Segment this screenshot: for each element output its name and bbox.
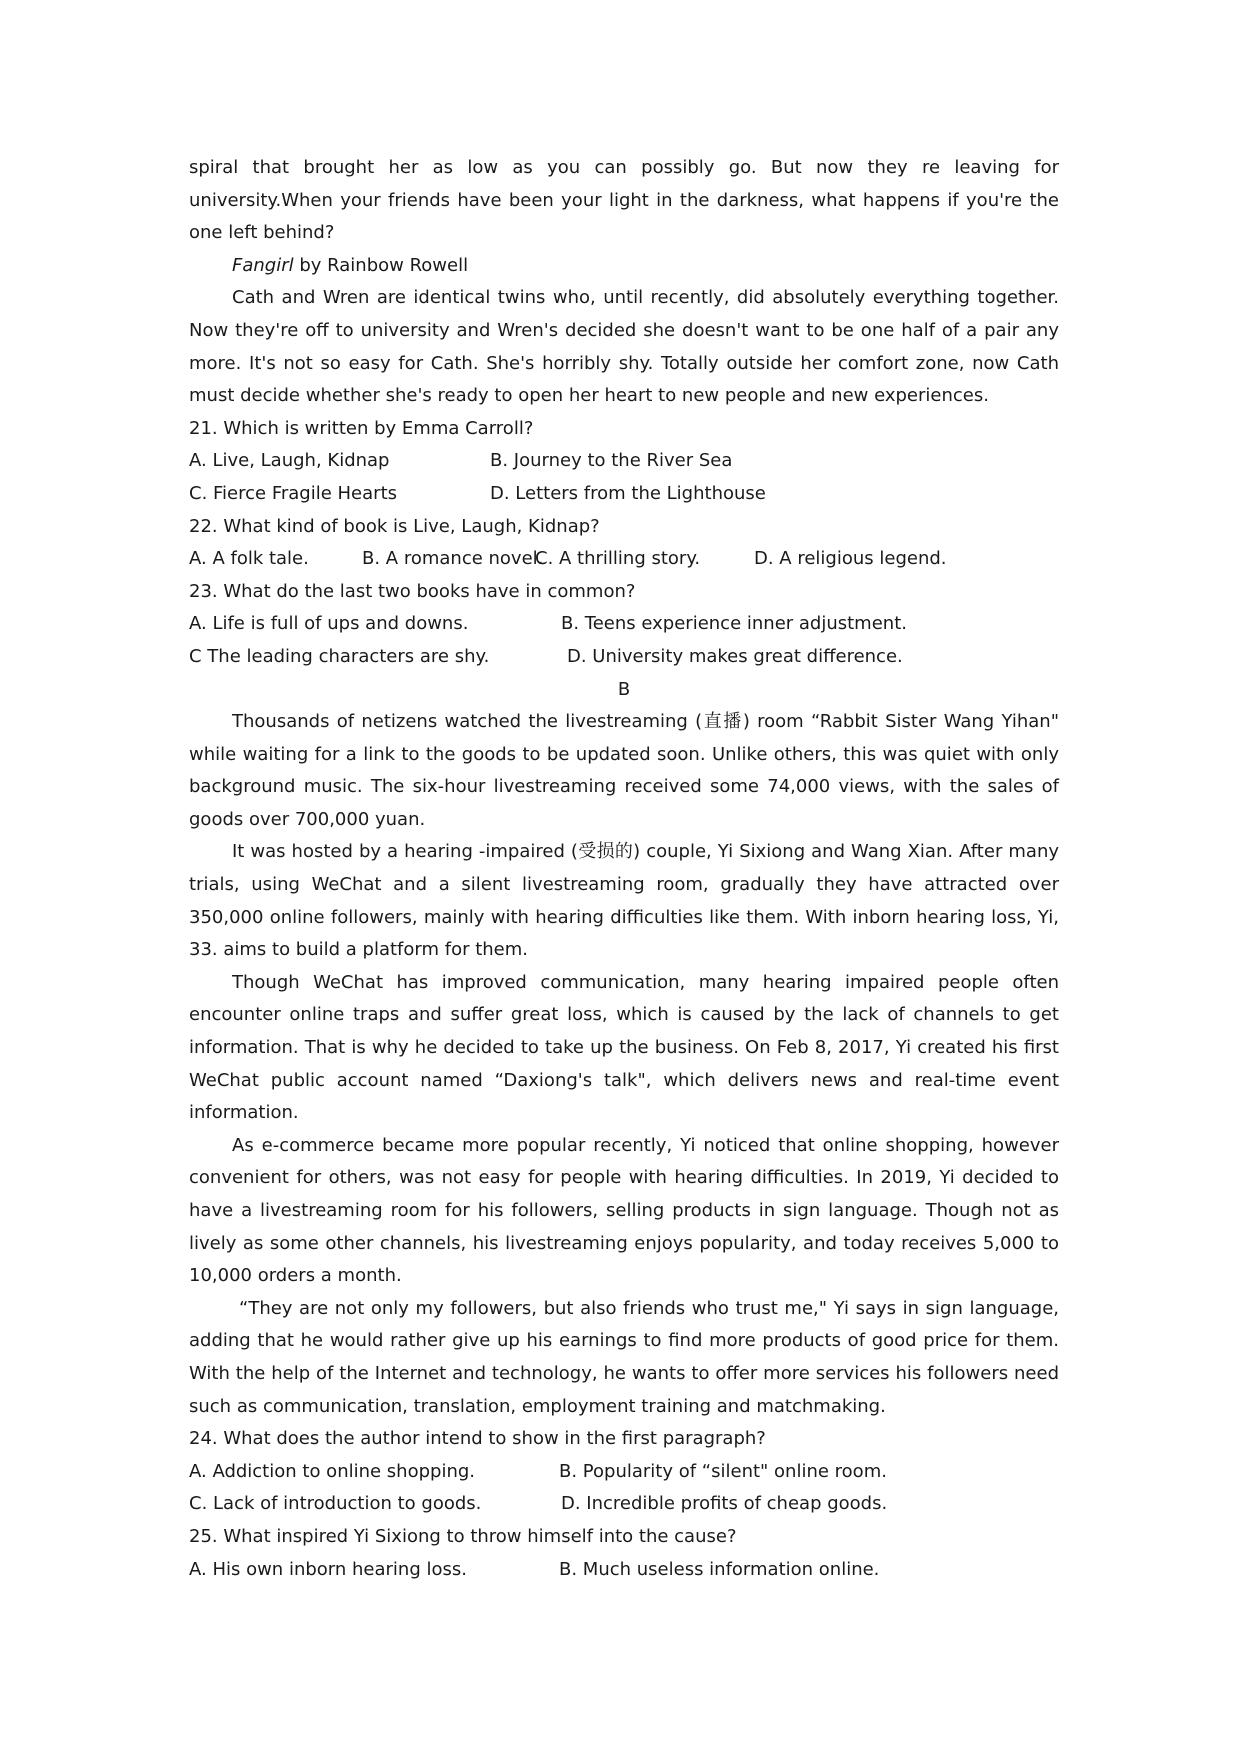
option-d: D. University makes great difference. (567, 645, 903, 667)
book-title: Fangirl (232, 254, 294, 276)
passage-b-paragraph-4: As e-commerce became more popular recently, Yi noticed that online shopping, however convenient for others, was not easy for people with hearing difficulties. In 2019, Yi decided to have a livestreaming room for his followers, selling products in sign language. Though not as lively as some other channels, his livestreaming enjoys popularity, and today receives 5,000 to 10,000 orders a month. (189, 1134, 1059, 1287)
option-a: A. Live, Laugh, Kidnap (189, 450, 390, 472)
question-21-options-row-1 (189, 445, 1059, 478)
question-21-options-row-2 (189, 478, 1059, 511)
option-d: D. Incredible profits of cheap goods. (561, 1493, 888, 1515)
option-d: D. Letters from the Lighthouse (490, 482, 766, 504)
book-summary-fangirl: Cath and Wren are identical twins who, until recently, did absolutely everything together. Now they're off to university and Wren's decided she doesn't want to be one half of a pair any more. It's not so easy for Cath. She's horribly shy. Totally outside her comfort zone, now Cath must decide whether she's ready to open her heart to new people and new experiences. (189, 287, 1059, 407)
book-heading-fangirl (189, 250, 1059, 283)
question-25-stem: 25. What inspired Yi Sixiong to throw himself into the cause? (189, 1525, 737, 1547)
question-24-options-row-1 (189, 1456, 1059, 1489)
option-d: D. A religious legend. (754, 548, 947, 570)
option-a: A. His own inborn hearing loss. (189, 1558, 467, 1580)
intro-tail-paragraph: spiral that brought her as low as you can possibly go. But now they re leaving for university.When your friends have been your light in the darkness, what happens if you're the one left behind? (189, 157, 1059, 244)
question-24-stem: 24. What does the author intend to show in the first paragraph? (189, 1428, 766, 1450)
option-b: B. Popularity of “silent" online room. (559, 1460, 887, 1482)
option-b: B. A romance novel. (362, 548, 544, 570)
passage-b-paragraph-3: Though WeChat has improved communication, many hearing impaired people often encounter online traps and suffer great loss, which is caused by the lack of channels to get information. That is why he decided to take up the business. On Feb 8, 2017, Yi created his first WeChat public account named “Daxiong's talk", which delivers news and real-time event information. (189, 971, 1059, 1124)
passage-b-paragraph-1: Thousands of netizens watched the livestreaming (直播) room “Rabbit Sister Wang Yihan" while waiting for a link to the goods to be updated soon. Unlike others, this was quiet with only background music. The six-hour livestreaming received some 74,000 views, with the sales of goods over 700,000 yuan. (189, 711, 1059, 830)
exam-page (189, 152, 1059, 1586)
option-c: C. A thrilling story. (535, 548, 701, 570)
option-a: A. Life is full of ups and downs. (189, 613, 469, 635)
section-b-label: B (617, 678, 631, 700)
option-b: B. Teens experience inner adjustment. (561, 613, 907, 635)
option-c: C. Lack of introduction to goods. (189, 1493, 482, 1515)
question-22-stem: 22. What kind of book is Live, Laugh, Kidnap? (189, 515, 600, 537)
option-a: A. Addiction to online shopping. (189, 1460, 476, 1482)
question-22-options (189, 543, 1059, 576)
question-24-options-row-2 (189, 1488, 1059, 1521)
question-23-options-row-1 (189, 608, 1059, 641)
option-c: C The leading characters are shy. (189, 645, 490, 667)
option-c: C. Fierce Fragile Hearts (189, 482, 398, 504)
option-b: B. Journey to the River Sea (490, 450, 733, 472)
passage-b-paragraph-2: It was hosted by a hearing -impaired (受损的) couple, Yi Sixiong and Wang Xian. After many trials, using WeChat and a silent livestreaming room, gradually they have attracted over 350,000 online followers, mainly with hearing difficulties like them. With inborn hearing loss, Yi, 33. aims to build a platform for them. (189, 841, 1059, 961)
option-a: A. A folk tale. (189, 548, 309, 570)
option-b: B. Much useless information online. (559, 1558, 880, 1580)
question-23-options-row-2 (189, 641, 1059, 674)
question-23-stem: 23. What do the last two books have in common? (189, 580, 636, 602)
question-25-options-row-1 (189, 1554, 1059, 1587)
question-21-stem: 21. Which is written by Emma Carroll? (189, 417, 534, 439)
passage-b-paragraph-5: “They are not only my followers, but also friends who trust me," Yi says in sign language, adding that he would rather give up his earnings to find more products of good price for them. With the help of the Internet and technology, he wants to offer more services his followers need such as communication, translation, employment training and matchmaking. (189, 1297, 1059, 1417)
book-author: by Rainbow Rowell (293, 254, 469, 276)
